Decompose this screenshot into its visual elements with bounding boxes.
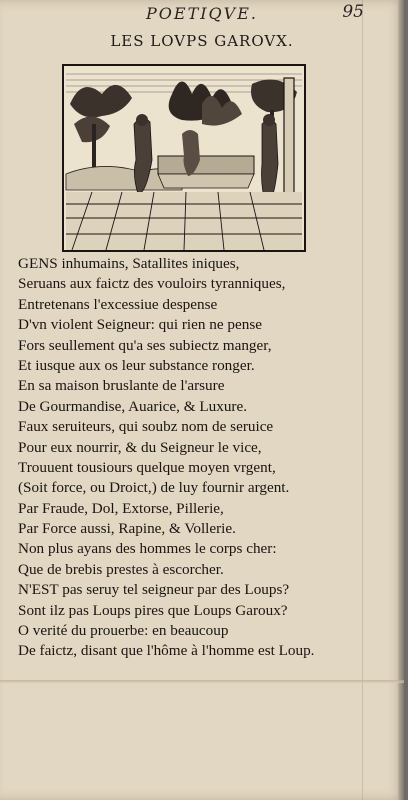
poem-line: Par Fraude, Dol, Extorse, Pillerie, xyxy=(18,499,224,517)
poem-line: Trouuent tousiours quelque moyen vrgent, xyxy=(18,458,276,476)
poem-text xyxy=(18,254,388,662)
woodcut-illustration xyxy=(62,64,306,252)
running-head: POETIQVE. xyxy=(146,4,258,23)
poem-line: En sa maison bruslante de l'arsure xyxy=(18,377,225,395)
poem-line: D'vn violent Seigneur: qui rien ne pense xyxy=(18,316,262,334)
poem-line: Sont ilz pas Loups pires que Loups Garoux? xyxy=(18,601,288,619)
poem-line: De faictz, disant que l'hôme à l'homme est Loup. xyxy=(18,642,315,660)
poem-line: De Gourmandise, Auarice, & Luxure. xyxy=(18,397,248,415)
poem-line: Faux seruiteurs, qui soubz nom de seruice xyxy=(18,418,274,436)
poem-line: Fors seullement qu'a ses subiectz manger, xyxy=(18,336,272,354)
poem-line: Non plus ayans des hommes le corps cher: xyxy=(18,540,277,558)
poem-line: (Soit force, ou Droict,) de luy fournir argent. xyxy=(18,479,290,497)
poem-line: Entretenans l'excessiue despense xyxy=(18,295,218,313)
page-number: 95 xyxy=(342,2,364,22)
poem-line: Et iusque aux os leur substance ronger. xyxy=(18,356,255,374)
poem-line: Seruans aux faictz des vouloirs tyranniques, xyxy=(18,275,286,293)
poem-line: O verité du prouerbe: en beaucoup xyxy=(18,622,229,640)
poem-line: Par Force aussi, Rapine, & Vollerie. xyxy=(18,520,236,538)
poem-title: LES LOVPS GAROVX. xyxy=(110,32,294,50)
poem-line: N'EST pas seruy tel seigneur par des Loups? xyxy=(18,581,290,599)
page-fold xyxy=(0,680,404,683)
poem-line: GENS inhumains, Satallites iniques, xyxy=(18,255,240,272)
poem-line: Que de brebis prestes à escorcher. xyxy=(18,560,224,578)
poem-line: Pour eux nourrir, & du Seigneur le vice, xyxy=(18,438,262,456)
